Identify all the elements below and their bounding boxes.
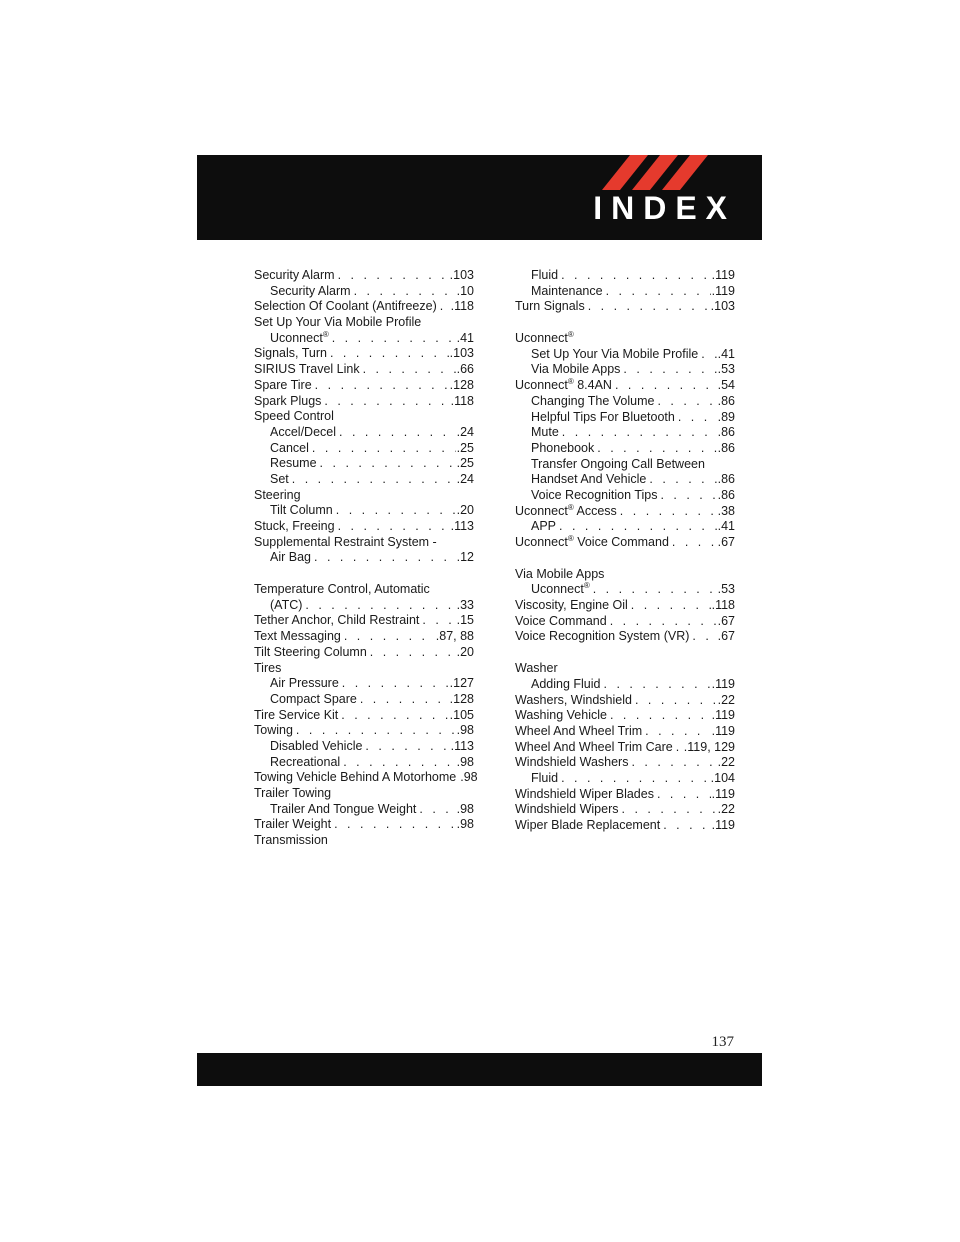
entry-label: Air Bag	[270, 550, 311, 565]
entry-page: .118	[711, 598, 735, 613]
entry-label: Stuck, Freeing	[254, 519, 335, 533]
index-entry	[515, 787, 735, 803]
dot-leader	[698, 347, 716, 363]
entry-page	[473, 488, 474, 504]
dot-leader	[675, 410, 717, 426]
dot-leader	[336, 425, 456, 441]
entry-page: .53	[717, 582, 735, 597]
dot-leader	[594, 441, 716, 457]
dot-leader	[341, 629, 435, 645]
entry-label: Uconnect®	[515, 330, 574, 346]
entry-label: Set Up Your Via Mobile Profile	[531, 346, 699, 361]
dot-leader	[340, 755, 455, 771]
index-entry	[515, 755, 735, 771]
index-entry	[254, 315, 474, 331]
dot-leader	[603, 284, 711, 300]
index-entry	[515, 268, 735, 284]
entry-page: .98	[460, 770, 478, 785]
index-entry	[254, 441, 474, 457]
entry-page: .66	[456, 362, 474, 377]
index-entry	[515, 410, 735, 426]
index-entry	[515, 284, 735, 300]
dot-leader	[335, 268, 449, 284]
entry-label: Compact Spare	[270, 691, 357, 706]
dot-leader	[673, 740, 683, 756]
index-entry	[254, 346, 474, 362]
index-entry	[515, 567, 735, 583]
entry-page: .128	[449, 691, 474, 706]
header-bar	[197, 155, 762, 240]
dot-leader	[289, 472, 456, 488]
entry-label: Signals, Turn	[254, 346, 327, 361]
entry-label: Supplemental Restraint System -	[254, 534, 437, 549]
dot-leader	[617, 504, 717, 520]
entry-label: Mute	[531, 425, 559, 440]
entry-label: Windshield Wiper Blades	[515, 786, 654, 801]
entry-page: .67	[717, 613, 735, 628]
page-title: INDEX	[593, 190, 736, 226]
entry-label: Windshield Wipers	[515, 802, 619, 817]
dot-leader	[559, 425, 717, 441]
entry-label: Cancel	[270, 440, 309, 455]
entry-label: Set Up Your Via Mobile Profile	[254, 315, 422, 330]
index-entry	[254, 802, 474, 818]
index-entry	[254, 786, 474, 802]
dot-leader	[619, 802, 717, 818]
index-entry	[254, 425, 474, 441]
entry-label: Voice Recognition System (VR)	[515, 629, 690, 644]
index-entry	[254, 613, 474, 629]
entry-label: Set	[270, 471, 289, 486]
entry-page: .41	[456, 330, 474, 345]
dot-leader	[654, 787, 711, 803]
dot-leader	[642, 724, 710, 740]
index-entry	[515, 488, 735, 504]
dot-leader	[620, 362, 716, 378]
entry-label: Via Mobile Apps	[515, 566, 605, 581]
entry-page: .118	[450, 299, 474, 314]
entry-page	[473, 786, 474, 802]
index-entry	[515, 425, 735, 441]
dot-leader	[321, 394, 449, 410]
index-entry	[254, 472, 474, 488]
entry-label: Fluid	[531, 268, 559, 282]
dot-leader	[601, 677, 711, 693]
entry-label: Handset And Vehicle	[531, 472, 647, 487]
dot-leader	[590, 582, 717, 598]
entry-label: Tilt Column	[270, 503, 333, 518]
entry-page: .22	[717, 755, 735, 770]
entry-label: Transmission	[254, 833, 328, 848]
entry-page: .12	[456, 550, 474, 565]
index-entry	[254, 817, 474, 833]
entry-label: Voice Recognition Tips	[531, 487, 658, 502]
entry-page: .118	[450, 393, 474, 408]
entry-page: .53	[717, 362, 735, 377]
entry-page	[473, 833, 474, 849]
entry-label: Phonebook	[531, 440, 595, 455]
dot-leader	[632, 693, 717, 709]
dot-leader	[362, 739, 449, 755]
entry-page: .127	[449, 676, 474, 691]
entry-page: .98	[456, 754, 474, 769]
dot-leader	[660, 818, 710, 834]
entry-page: .15	[456, 613, 474, 628]
red-stripes-logo	[602, 155, 712, 190]
index-entry	[254, 723, 474, 739]
index-entry	[254, 331, 474, 347]
entry-page: .20	[456, 644, 474, 659]
entry-label: Via Mobile Apps	[531, 362, 621, 377]
entry-label: Tether Anchor, Child Restraint	[254, 613, 420, 628]
dot-leader	[607, 708, 711, 724]
entry-label: Towing	[254, 723, 293, 738]
entry-page	[473, 582, 474, 598]
index-entry	[515, 598, 735, 614]
dot-leader	[327, 346, 449, 362]
dot-leader	[628, 598, 711, 614]
dot-leader	[367, 645, 456, 661]
entry-page: .22	[717, 692, 735, 707]
entry-label: Viscosity, Engine Oil	[515, 598, 628, 613]
dot-leader	[437, 299, 450, 315]
entry-label: Tilt Steering Column	[254, 644, 367, 659]
entry-page: .86	[717, 472, 735, 487]
entry-page	[734, 457, 735, 473]
index-entry	[254, 503, 474, 519]
entry-label: Helpful Tips For Bluetooth	[531, 409, 675, 424]
entry-label: Accel/Decel	[270, 424, 336, 439]
entry-label: Text Messaging	[254, 629, 341, 644]
dot-leader	[312, 378, 449, 394]
index-entry	[254, 394, 474, 410]
index-entry	[515, 331, 735, 347]
entry-label: Temperature Control, Automatic	[254, 582, 430, 597]
index-entry	[515, 394, 735, 410]
index-entry	[515, 457, 735, 473]
entry-label: Selection Of Coolant (Antifreeze)	[254, 299, 437, 314]
dot-leader	[339, 676, 449, 692]
entry-label: Maintenance	[531, 283, 603, 298]
entry-page: .103	[449, 346, 474, 361]
entry-label: Fluid	[531, 770, 559, 785]
entry-label: Wheel And Wheel Trim Care	[515, 739, 673, 754]
dot-leader	[351, 284, 456, 300]
dot-leader	[585, 299, 710, 315]
entry-page: .89	[717, 409, 735, 424]
index-entry	[515, 519, 735, 535]
entry-label: Tire Service Kit	[254, 707, 339, 722]
index-entry	[515, 472, 735, 488]
entry-page: .119, 129	[683, 739, 735, 754]
dot-leader	[338, 708, 448, 724]
entry-page: .86	[717, 487, 735, 502]
dot-leader	[360, 362, 456, 378]
entry-label: Recreational	[270, 754, 341, 769]
entry-page: .113	[450, 519, 474, 533]
dot-leader	[357, 692, 449, 708]
entry-page: .119	[711, 818, 735, 832]
entry-page: .24	[456, 424, 474, 439]
entry-page: .119	[711, 723, 735, 738]
entry-label: Steering	[254, 487, 301, 502]
entry-label: (ATC)	[270, 597, 303, 612]
entry-label: Wiper Blade Replacement	[515, 818, 661, 832]
index-entry	[254, 299, 474, 315]
entry-label: Security Alarm	[270, 283, 351, 298]
entry-page	[473, 409, 474, 425]
entry-label: Trailer Towing	[254, 786, 332, 800]
entry-label: Windshield Washers	[515, 755, 629, 770]
entry-label: Turn Signals	[515, 299, 585, 314]
index-entry	[515, 708, 735, 724]
entry-label: Tires	[254, 660, 282, 675]
index-entry	[515, 677, 735, 693]
index-entry	[254, 739, 474, 755]
index-entry	[254, 755, 474, 771]
index-entry	[515, 661, 735, 677]
entry-page: .20	[456, 503, 474, 518]
index-entry	[254, 692, 474, 708]
entry-label: Washers, Windshield	[515, 692, 632, 707]
index-entry	[254, 661, 474, 677]
entry-label: APP	[531, 519, 557, 534]
entry-page: .25	[456, 456, 474, 471]
entry-page: .86	[717, 393, 735, 408]
entry-page: .38	[717, 503, 735, 518]
index-entry	[254, 456, 474, 472]
index-entry	[515, 504, 735, 520]
entry-page	[473, 315, 474, 331]
entry-page: .103	[449, 268, 474, 282]
index-entry	[515, 818, 735, 834]
index-entry	[515, 740, 735, 756]
entry-page: .41	[717, 346, 735, 361]
dot-leader	[416, 802, 455, 818]
index-entry	[254, 409, 474, 425]
index-entry	[515, 441, 735, 457]
dot-leader	[612, 378, 717, 394]
entry-label: Transfer Ongoing Call Between	[531, 456, 705, 471]
entry-page: .22	[717, 802, 735, 817]
dot-leader	[309, 441, 456, 457]
entry-label: Washing Vehicle	[515, 708, 607, 723]
entry-label: Trailer Weight	[254, 817, 332, 832]
entry-label: Adding Fluid	[531, 676, 601, 691]
entry-label: Uconnect® Access	[515, 502, 617, 518]
index-entry	[515, 802, 735, 818]
index-entry	[515, 629, 735, 645]
entry-label: Resume	[270, 456, 317, 471]
entry-page: .98	[456, 817, 474, 832]
dot-leader	[302, 598, 455, 614]
entry-page: .86	[717, 440, 735, 455]
index-entry	[254, 535, 474, 551]
index-entry	[254, 645, 474, 661]
entry-page: .128	[449, 377, 474, 392]
dot-leader	[329, 331, 456, 347]
index-entry	[254, 268, 474, 284]
entry-label: Uconnect®	[270, 329, 329, 345]
entry-page: .67	[717, 535, 735, 549]
entry-page: .24	[456, 471, 474, 486]
entry-page	[734, 661, 735, 677]
entry-page	[734, 331, 735, 347]
dot-leader	[317, 456, 456, 472]
entry-page: .119	[711, 708, 735, 723]
index-entry	[515, 347, 735, 363]
entry-label: Wheel And Wheel Trim	[515, 723, 643, 738]
entry-page: .41	[717, 519, 735, 534]
entry-page: .113	[450, 738, 474, 753]
entry-page	[473, 535, 474, 551]
entry-label: Spark Plugs	[254, 393, 322, 408]
index-entry	[515, 614, 735, 630]
dot-leader	[558, 771, 710, 787]
dot-leader	[335, 519, 450, 535]
entry-label: Uconnect®	[531, 581, 590, 597]
index-entry	[254, 284, 474, 300]
dot-leader	[607, 614, 717, 630]
entry-page: .25	[456, 440, 474, 455]
index-entry	[254, 362, 474, 378]
index-entry	[515, 582, 735, 598]
entry-page: .119	[711, 676, 735, 691]
entry-page: .104	[710, 770, 735, 785]
dot-leader	[333, 503, 456, 519]
index-entry	[515, 378, 735, 394]
entry-page: .67	[717, 629, 735, 644]
footer-bar	[197, 1053, 762, 1086]
dot-leader	[654, 394, 716, 410]
entry-page: .33	[456, 597, 474, 612]
dot-leader	[558, 268, 711, 284]
entry-label: SIRIUS Travel Link	[254, 362, 360, 377]
entry-label: Spare Tire	[254, 377, 312, 392]
entry-label: Security Alarm	[254, 268, 335, 282]
entry-label: Towing Vehicle Behind A Motorhome	[254, 770, 457, 785]
entry-page: .87, 88	[435, 629, 474, 644]
entry-page: .119	[711, 283, 735, 298]
index-column-right	[515, 268, 735, 834]
dot-leader	[689, 629, 716, 645]
index-entry	[515, 535, 735, 551]
entry-label: Trailer And Tongue Weight	[270, 801, 417, 816]
index-entry	[515, 299, 735, 315]
index-entry	[254, 582, 474, 598]
index-entry	[254, 598, 474, 614]
dot-leader	[657, 488, 716, 504]
entry-label: Washer	[515, 661, 558, 676]
entry-page: .54	[717, 378, 735, 393]
entry-page: .119	[711, 268, 735, 282]
entry-label: Uconnect® 8.4AN	[515, 377, 612, 393]
dot-leader	[556, 519, 717, 535]
entry-page: .98	[456, 723, 474, 738]
entry-label: Voice Command	[515, 613, 607, 628]
entry-page: .98	[456, 801, 474, 816]
index-entry	[254, 676, 474, 692]
index-entry	[254, 629, 474, 645]
index-entry	[515, 362, 735, 378]
dot-leader	[331, 817, 456, 833]
dot-leader	[311, 550, 456, 566]
entry-page	[734, 567, 735, 583]
index-entry	[254, 833, 474, 849]
entry-page	[473, 661, 474, 677]
entry-page: .105	[449, 707, 474, 722]
entry-label: Speed Control	[254, 409, 334, 424]
index-entry	[515, 693, 735, 709]
dot-leader	[646, 472, 716, 488]
index-entry	[254, 550, 474, 566]
dot-leader	[669, 535, 717, 551]
entry-label: Changing The Volume	[531, 393, 655, 408]
index-column-left	[254, 268, 478, 849]
dot-leader	[419, 613, 455, 629]
entry-page: .119	[711, 786, 735, 801]
index-entry	[515, 724, 735, 740]
index-entry	[254, 770, 478, 786]
dot-leader	[293, 723, 456, 739]
index-entry	[254, 378, 474, 394]
index-entry	[254, 519, 474, 535]
entry-page: .103	[710, 299, 735, 314]
entry-page: .10	[456, 283, 474, 298]
entry-label: Disabled Vehicle	[270, 738, 363, 753]
index-entry	[254, 488, 474, 504]
entry-label: Uconnect® Voice Command	[515, 534, 669, 549]
index-entry	[515, 771, 735, 787]
index-entry	[254, 708, 474, 724]
page-number: 137	[711, 1034, 734, 1050]
entry-label: Air Pressure	[270, 676, 339, 691]
dot-leader	[628, 755, 716, 771]
entry-page: .86	[717, 425, 735, 440]
